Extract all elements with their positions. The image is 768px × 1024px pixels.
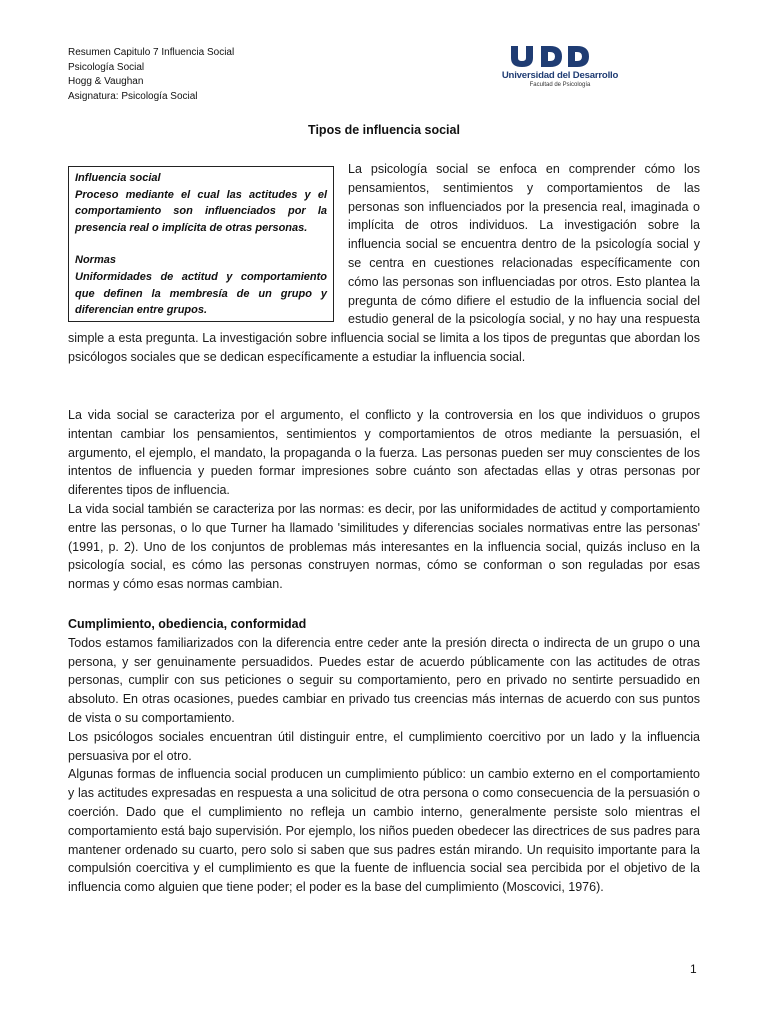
body-paragraph: La vida social se caracteriza por el argumento, el conflicto y la controversia en los que individuos o grupos intentan cambiar los pensamientos, sentimientos y comportamientos de otros mediante la persuasión, el argumento, el ejemplo, el mandato, la propaganda o la fuerza. Las personas pueden ser muy conscientes de los intentos de influencia y pueden formar impresiones sobre cuánto son afectadas ellas y otras personas por diferentes tipos de influencia. (68, 408, 700, 498)
body-paragraph: Algunas formas de influencia social producen un cumplimiento público: un cambio externo en el comportamiento y las actitudes expresadas en respuesta a una solicitud de otra persona o como consecuencia de la persuasión o coerción. Dado que el cumplimiento no refleja un cambio interno, generalmente persiste solo mientras el comportamiento está bajo supervisión. Por ejemplo, los niños pueden obedecer las directrices de sus padres para mantener ordenado su cuarto, pero solo si saben que sus padres están mirando. Un requisito importante para la compulsión coercitiva y el cumplimiento es que la fuente de influencia social sea percibida por el objetivo de la influencia como alguien que tiene poder; el poder es la base del cumplimiento (Moscovici, 1976). (68, 767, 700, 895)
intro-section (68, 160, 700, 367)
header-line-course: Asignatura: Psicología Social (68, 90, 198, 102)
definition-term: Influencia social (75, 172, 161, 184)
definition-term: Normas (75, 254, 116, 267)
social-life-section (68, 406, 700, 594)
logo-university-name: Universidad del Desarrollo (501, 70, 619, 81)
definition-text: Uniformidades de actitud y comportamiento que definen la membresía de un grupo y diferencian entre grupos. (75, 270, 327, 317)
header-line-subject: Psicología Social (68, 61, 145, 73)
body-paragraph: Los psicólogos sociales encuentran útil distinguir entre, el cumplimiento coercitivo por un lado y la influencia persuasiva por el otro. (68, 729, 700, 763)
compliance-section (68, 615, 700, 897)
definitions-box (68, 166, 334, 322)
intro-paragraph: La psicología social se enfoca en comprender cómo los pensamientos, sentimientos y comportamientos de las personas son influenciados por la presencia real, imaginada o implícita de otros individuos. La investigación sobre la influencia social se encuentra dentro de la psicología social y se centra en cuestiones relacionadas específicamente con cómo las personas son influenciadas por otros. Esto plantea la pregunta de cómo difiere el estudio de la influencia social del estudio general de la psicología social, y no hay una respuesta simple a esta pregunta. La investigación sobre influencia social se limita a los tipos de preguntas que abordan los psicólogos sociales que se dedican específicamente a estudiar la influencia social. (68, 162, 700, 364)
udd-wordmark-icon (496, 42, 624, 70)
university-logo (496, 42, 624, 98)
logo-faculty-name: Facultad de Psicología (529, 82, 591, 88)
section-heading: Cumplimiento, obediencia, conformidad (68, 617, 307, 631)
body-paragraph: Todos estamos familiarizados con la diferencia entre ceder ante la presión directa o indirecta de un grupo o una persona, y ser genuinamente persuadidos. Puedes estar de acuerdo públicamente con las actitudes de otras personas, cumplir con sus peticiones o seguir su comportamiento, pero en privado no sentirte persuadido en absoluto. En otras ocasiones, puedes cambiar en privado tus creencias más internas de acuerdo con sus puntos de vista o su comportamiento. (68, 635, 700, 725)
body-paragraph: La vida social también se caracteriza por las normas: es decir, por las uniformidades de actitud y comportamiento entre las personas, o lo que Turner ha llamado 'similitudes y diferencias sociales normativas entre las personas' (1991, p. 2). Uno de los conjuntos de problemas más interesantes en la influencia social, quizás incluso en la psicología social, es cómo las personas construyen normas, cómo se conforman o son reguladas por esas normas y cómo esas normas cambian. (68, 501, 700, 592)
document-header-meta (68, 46, 234, 104)
page-number: 1 (690, 962, 697, 976)
definition-text: Proceso mediante el cual las actitudes y el comportamiento son influenciados por la presencia real o implícita de otras personas. (75, 188, 327, 234)
document-title: Tipos de influencia social (308, 123, 460, 137)
header-line-authors: Hogg & Vaughan (68, 76, 144, 87)
header-line-summary: Resumen Capitulo 7 Influencia Social (68, 47, 235, 58)
